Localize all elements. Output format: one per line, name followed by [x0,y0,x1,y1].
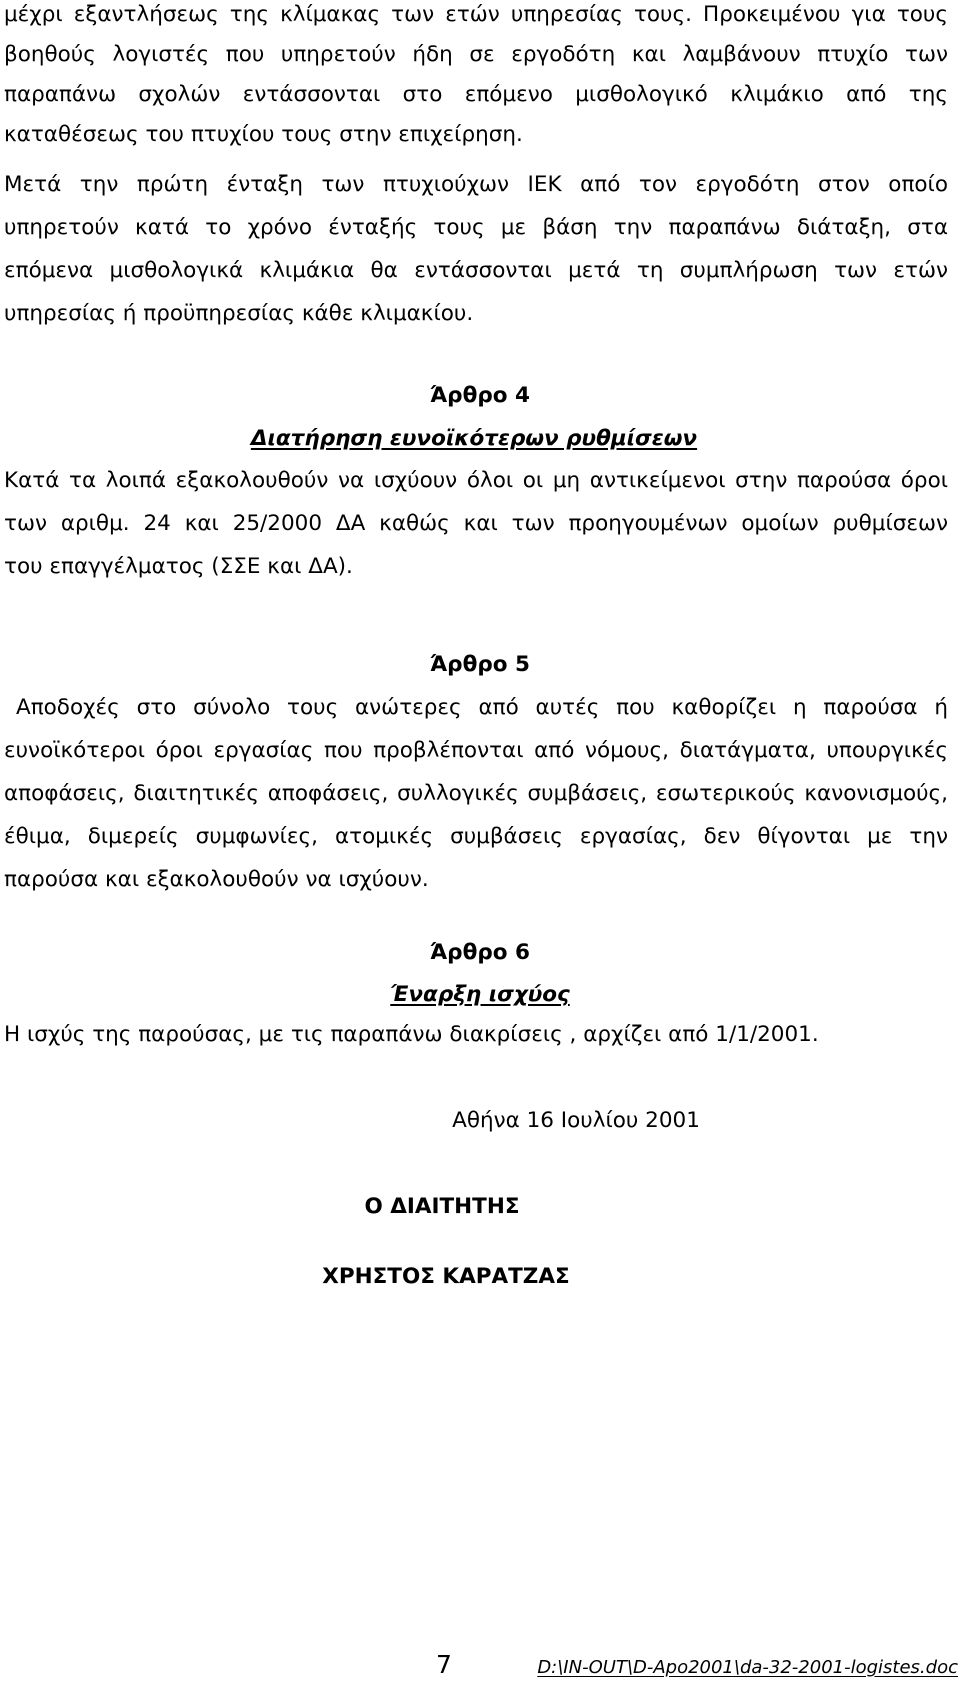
article5-line: έθιμα, διμερείς συμφωνίες, ατομικές συμβάσεις εργασίας, δεν θίγονται με την [4,824,948,849]
file-path: D:\IN-OUT\D-Apo2001\da-32-2001-logistes.doc [537,1657,958,1678]
article5-heading: Άρθρο 5 [430,652,530,677]
article4-line: Κατά τα λοιπά εξακολουθούν να ισχύουν όλοι οι μη αντικείμενοι στην παρούσα όροι [4,468,948,493]
iek-paragraph-line: επόμενα μισθολογικά κλιμάκια θα εντάσσονται μετά τη συμπλήρωση των ετών [4,258,948,283]
intro-paragraph-line: βοηθούς λογιστές που υπηρετούν ήδη σε εργοδότη και λαμβάνουν πτυχίο των [4,42,948,67]
page-number: 7 [436,1650,452,1679]
article4-heading: Άρθρο 4 [430,383,530,408]
intro-paragraph-line: μέχρι εξαντλήσεως της κλίμακας των ετών υπηρεσίας τους. Προκειμένου για τους [4,2,948,27]
place-date: Αθήνα 16 Ιουλίου 2001 [452,1108,700,1133]
article6-line: Η ισχύς της παρούσας, με τις παραπάνω διακρίσεις , αρχίζει από 1/1/2001. [4,1022,819,1047]
article4-subtitle: Διατήρηση ευνοϊκότερων ρυθμίσεων [250,426,698,451]
article5-line: ευνοϊκότεροι όροι εργασίας που προβλέπονται από νόμους, διατάγματα, υπουργικές [4,738,948,763]
arbitrator-name: ΧΡΗΣΤΟΣ ΚΑΡΑΤΖΑΣ [322,1264,570,1289]
article5-line: Αποδοχές στο σύνολο τους ανώτερες από αυτές που καθορίζει η παρούσα ή [16,695,948,720]
intro-paragraph-line: καταθέσεως του πτυχίου τους στην επιχείρηση. [4,122,523,147]
iek-paragraph-line: Μετά την πρώτη ένταξη των πτυχιούχων ΙΕΚ από τον εργοδότη στον οποίο [4,172,948,197]
article6-subtitle: Έναρξη ισχύος [390,982,570,1007]
article5-line: παρούσα και εξακολουθούν να ισχύουν. [4,867,429,892]
intro-paragraph-line: παραπάνω σχολών εντάσσονται στο επόμενο μισθολογικό κλιμάκιο από της [4,82,948,107]
iek-paragraph-line: υπηρεσίας ή προϋπηρεσίας κάθε κλιμακίου. [4,301,474,326]
article4-line: των αριθμ. 24 και 25/2000 ΔΑ καθώς και των προηγουμένων ομοίων ρυθμίσεων [4,511,948,536]
arbitrator-title: Ο ΔΙΑΙΤΗΤΗΣ [364,1194,520,1219]
iek-paragraph-line: υπηρετούν κατά το χρόνο ένταξής τους με βάση την παραπάνω διάταξη, στα [4,215,948,240]
article5-line: αποφάσεις, διαιτητικές αποφάσεις, συλλογικές συμβάσεις, εσωτερικούς κανονισμούς, [4,781,948,806]
article4-line: του επαγγέλματος (ΣΣΕ και ΔΑ). [4,554,353,579]
article6-heading: Άρθρο 6 [430,940,530,965]
